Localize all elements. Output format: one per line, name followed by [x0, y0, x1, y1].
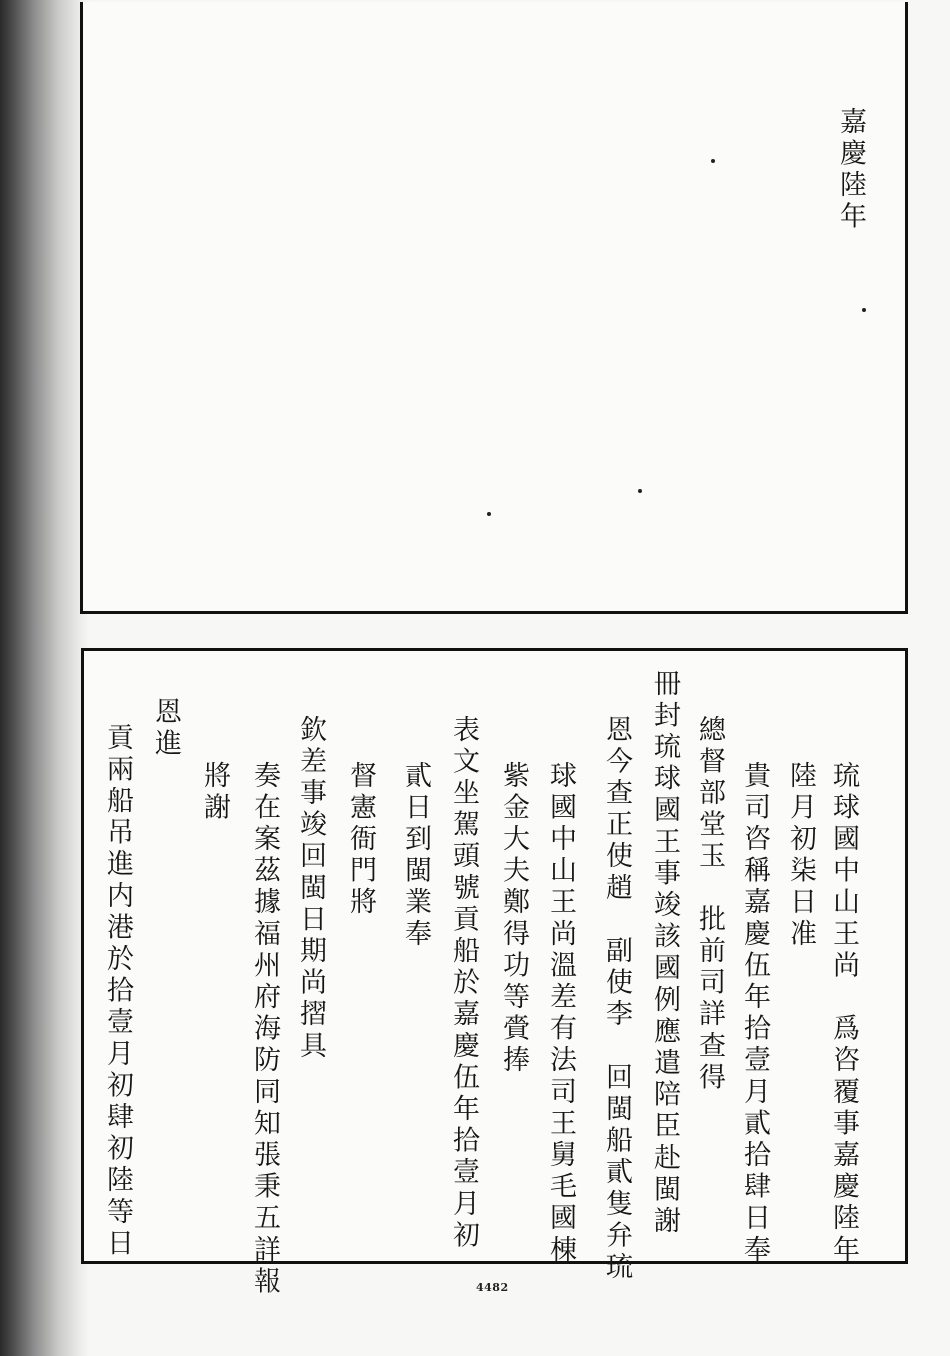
- text-column-5: 冊封琉球國王事竣該國例應遣陪臣赴閩謝: [649, 669, 680, 1238]
- text-column-3: 貴司咨稱嘉慶伍年拾壹月貳拾肆日奉: [739, 761, 770, 1267]
- text-column-10: 貳日到閩業奉: [400, 761, 431, 951]
- era-heading: 嘉慶陸年: [835, 107, 866, 234]
- text-column-2: 陸月初柒日准: [785, 761, 816, 951]
- ink-speck: [638, 489, 642, 493]
- text-column-13: 奏在案茲據福州府海防同知張秉五詳報: [249, 761, 280, 1299]
- text-column-14: 將謝: [199, 761, 230, 825]
- text-column-4: 總督部堂玉 批前司詳查得: [694, 715, 725, 1095]
- text-column-16: 貢兩船吊進内港於拾壹月初肆初陸等日: [102, 723, 133, 1261]
- text-column-8: 紫金大夫鄭得功等賫捧: [498, 761, 529, 1077]
- ink-speck: [711, 159, 715, 163]
- text-column-1: 琉球國中山王尚 爲咨覆事嘉慶陸年: [828, 761, 859, 1267]
- ink-speck: [862, 308, 866, 312]
- text-column-12: 欽差事竣回閩日期尚摺具: [295, 715, 326, 1063]
- text-column-11: 督憲衙門將: [345, 761, 376, 919]
- text-column-15: 恩進: [150, 697, 181, 761]
- book-binding-shadow: [0, 0, 90, 1356]
- text-column-9: 表文坐駕頭號貢船於嘉慶伍年拾壹月初: [448, 715, 479, 1253]
- text-column-7: 球國中山王尚溫差有法司王舅毛國棟: [545, 761, 576, 1267]
- text-column-6: 恩今查正使趙 副使李 回閩船貳隻弁琉: [601, 715, 632, 1284]
- top-panel: [80, 2, 908, 614]
- ink-speck: [487, 512, 491, 516]
- page-number: 4482: [476, 1281, 509, 1294]
